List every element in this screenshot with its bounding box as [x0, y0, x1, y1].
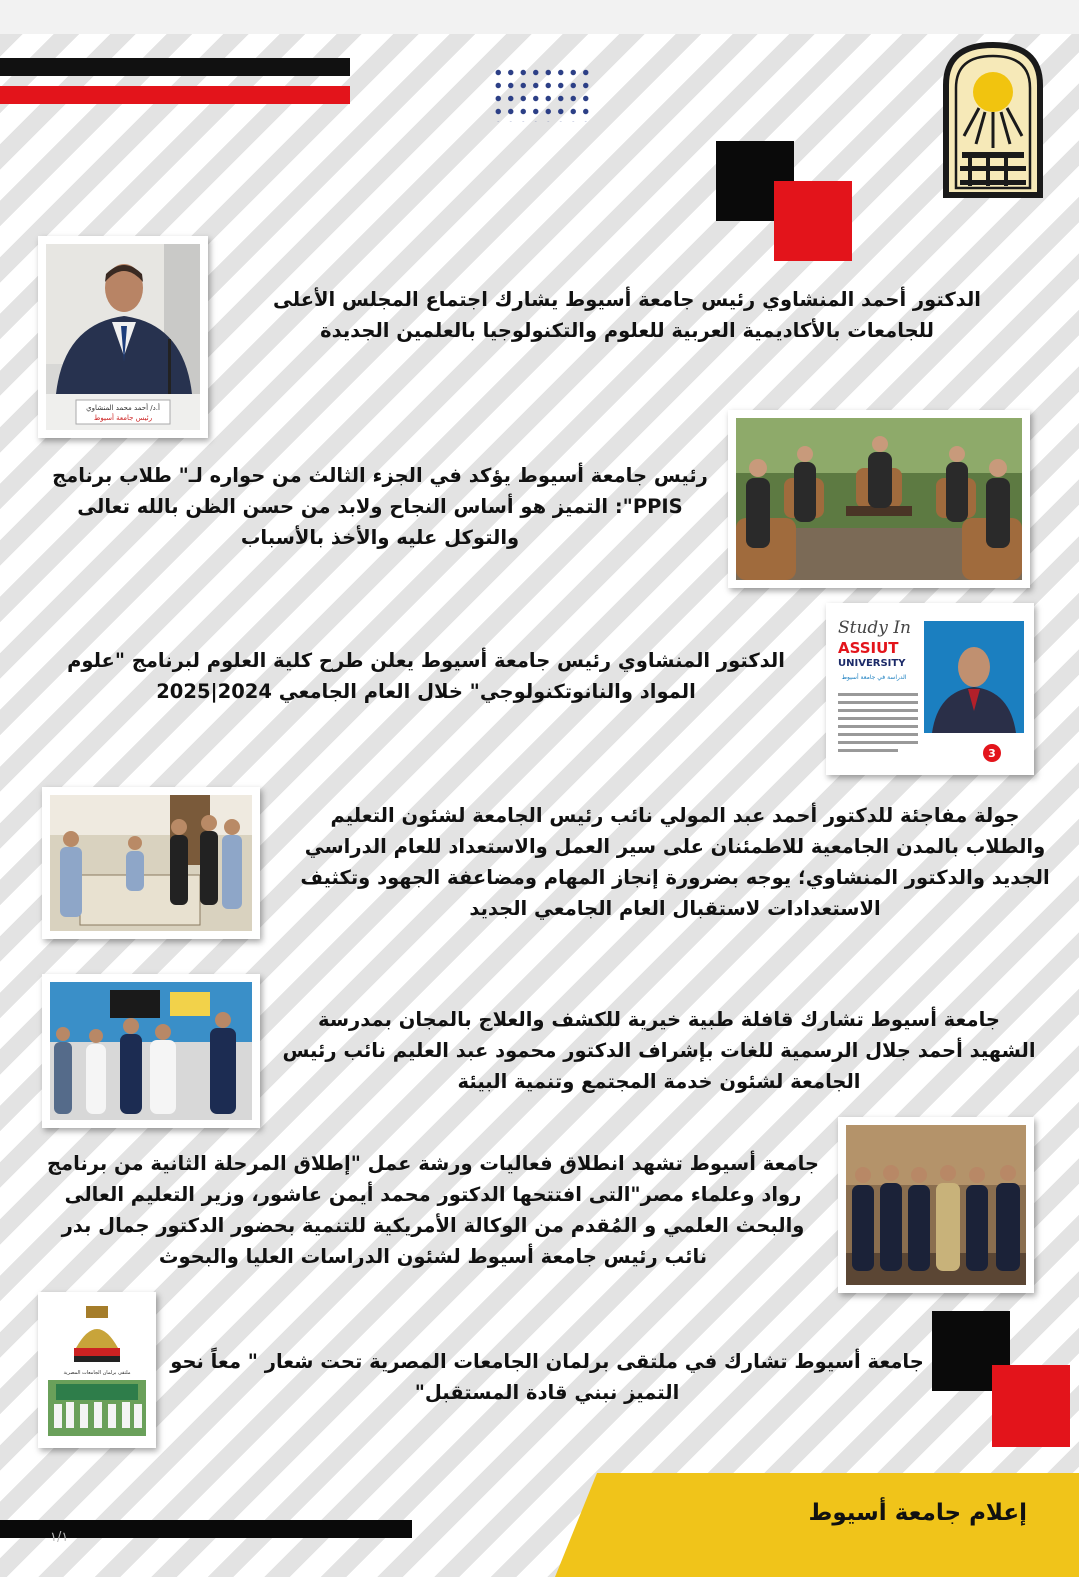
study-in-assiut-flyer [826, 603, 1034, 775]
red-stripe [0, 86, 350, 104]
red-square-decoration-bottom [992, 1365, 1070, 1447]
portrait-name-plate: أ.د/ أحمد محمد المنشاوي [86, 404, 160, 412]
news-headline-1: الدكتور أحمد المنشاوي رئيس جامعة أسيوط يشارك اجتماع المجلس الأعلى للجامعات بالأكاديمية العربية للعلوم والتكنولوجيا بالعلمين الجديدة [273, 288, 981, 342]
dorm-inspection-photo [42, 787, 260, 939]
news-headline-3: الدكتور المنشاوي رئيس جامعة أسيوط يعلن طرح كلية العلوم لبرنامج "علوم المواد والنانوتكنولوجي" خلال العام الجامعي 2024|2025 [67, 649, 785, 703]
flyer-assiut: ASSIUT [838, 639, 899, 657]
news-headline-2: رئيس جامعة أسيوط يؤكد في الجزء الثالث من حواره لـ" طلاب برنامج PPIS": التميز هو أساس النجاح ولابد من حسن الظن بالله تعالى والتوكل عليه والأخذ بالأسباب [52, 464, 708, 549]
dot-pattern [492, 66, 592, 122]
top-margin [0, 0, 1079, 34]
flyer-university: UNIVERSITY [838, 658, 906, 669]
black-stripe [0, 58, 350, 76]
workshop-group-photo [838, 1117, 1034, 1293]
flyer-study-in: Study In [838, 618, 911, 638]
president-portrait-photo [38, 236, 208, 438]
assiut-university-logo [938, 40, 1048, 200]
university-parliament-photo [38, 1292, 156, 1448]
portrait-role-plate: رئيس جامعة أسيوط [93, 414, 153, 422]
medical-convoy-photo [42, 974, 260, 1128]
red-square-decoration [774, 181, 852, 261]
news-headline-5: جامعة أسيوط تشارك قافلة طبية خيرية للكشف والعلاج بالمجان بمدرسة الشهيد أحمد جلال الرسمية للغات بإشراف الدكتور محمود عبد العليم نائب رئيس الجامعة لشئون خدمة المجتمع وتنمية البيئة [282, 1008, 1036, 1093]
footer-label: إعلام جامعة أسيوط [808, 1500, 1027, 1526]
news-headline-6: جامعة أسيوط تشهد انطلاق فعاليات ورشة عمل "إطلاق المرحلة الثانية من برنامج رواد وعلماء مصر"التى افتتحها الدكتور محمد أيمن عاشور، وزير التعليم العالى والبحث العلمي و المُقدم من الوكالة الأمريكية للتنمية بحضور الدكتور جمال بدر نائب رئيس جامعة أسيوط لشئون الدراسات العليا والبحوث [47, 1152, 819, 1268]
news-headline-4: جولة مفاجئة للدكتور أحمد عبد المولي نائب رئيس الجامعة لشئون التعليم والطلاب بالمدن الجامعية للاطمئنان على سير العمل والاستعداد للعام الدراسي الجديد والدكتور المنشاوي؛ يوجه بضرورة إنجاز المهام ومضاعفة الجهود وتكثيف الاستعدادات لاستقبال العام الجامعي الجديد [300, 804, 1050, 920]
parliament-caption: ملتقى برلمان الجامعات المصرية [63, 1370, 131, 1376]
flyer-subtitle: الدراسة في جامعة أسيوط [841, 674, 907, 681]
news-headline-7: جامعة أسيوط تشارك في ملتقى برلمان الجامعات المصرية تحت شعار " معاً نحو التميز نبني قادة المستقبل" [170, 1350, 924, 1404]
page-number: ١/١ [50, 1530, 69, 1545]
interview-meeting-photo [728, 410, 1030, 588]
flyer-number: 3 [988, 747, 996, 760]
